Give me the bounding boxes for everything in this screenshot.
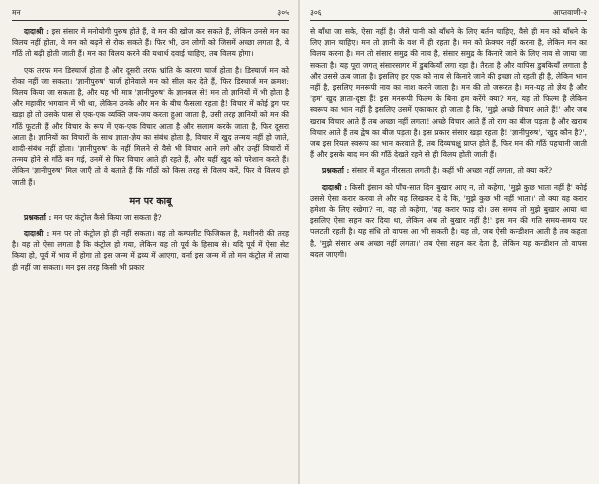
paragraph-text: मन पर तो कंट्रोल हो ही नहीं सकता। वह तो कम्पलीट फिजिकल है, मशीनरी की तरह है। वह तो ऐसा लगता है कि कंट्रोल हो गया, लेकिन वह तो पूर्व के हिसाब से। यदि पूर्व में ऐसा सेट किया हो, पूर्व में भाव में होगा तो इस जन्म में द्रव्य में आएगा, वर्ना इस जन्म में तो मन कंट्रोल में लाया ही नहीं जा सकता। मन इस तरह किसी भी प्रकार <box>12 229 289 272</box>
page-number: ३०५ <box>277 8 289 17</box>
left-page-header <box>12 8 289 21</box>
paragraph-text: से बाँधा जा सके, ऐसा नहीं है। जैसे पानी को बाँधने के लिए बर्तन चाहिए, वैसे ही मन को बाँधने के लिए ज्ञान चाहिए। मन तो ज्ञानी के वश में ही रहता है। मन को फ्रेक्चर नहीं करना है, लेकिन मन का विलय करना है। मन तो संसार समुद्र की नाव है, संसार समुद्र के किनारे जाने के लिए नाव से जाया जा सकता है। यह पूरा जगत्‌ संसारसागर में डुबकियाँ लगा रहा है। तैरता है और वापिस डुबकियाँ लगाता है और उससे ऊब जाता है। इसलिए हर एक को नाव से किनारे जाने की इच्छा तो रहती ही है, लेकिन भान नहीं है, इसलिए मनरूपी नाव का नाश करने जाता है। मन की तो जरूरत है। मन-यह तो ज्ञेय है और 'हम' खुद ज्ञाता-दृष्टा हैं! इस मनरूपी फिल्म के बिना हम करेंगे क्या? मन, यह तो फिल्म है लेकिन स्वरूप का भान नहीं है इसलिए उसमें एकाकार हो जाता है कि, 'मुझे अच्छे विचार आते हैं!' और जब खराब विचार आते हैं तब अच्छा नहीं लगता! अच्छे विचार आते हैं तो राग का बीज पड़ता है और खराब विचार आते हैं तब द्वेष का बीज पड़ता है। इस प्रकार संसार खड़ा रहता है! 'ज्ञानीपुरुष', 'खुद कौन है?', जब इस रियल स्वरूप का भान करवाते हैं, तब दिव्यचक्षु प्राप्त होते हैं, फिर मन की गाँठें पहचानी जाती हैं और इसके बाद मन की गाँठें देखते रहने से ही विलय होती जाती हैं। <box>310 27 587 160</box>
paragraph-text: इस संसार में मनोयोगी पुरुष होते हैं, वे मन की खोज कर सकते हैं, लेकिन उनसे मन का विलय नहीं होता, वे मन को बढ़ने से रोक सकते हैं। फिर भी, उन लोगों को जिसमें अच्छा लगता है, वे गाँठें तो बढ़ी होती जाती हैं। मन का विलय करने की यथार्थ दवाई चाहिए, तब विलय होगा। <box>12 27 289 59</box>
right-page <box>300 0 599 484</box>
section-heading: मन पर काबू <box>129 195 172 207</box>
right-page-header <box>310 8 587 21</box>
running-head: आप्तवाणी-२ <box>552 8 587 17</box>
paragraph-text: एक तरफ मन डिस्चार्ज होता है और दूसरी तरफ भ्रांति के कारण चार्ज होता है। डिस्चार्ज मन को रोका नहीं जा सकता। 'ज्ञानीपुरुष' चार्ज होनेवाले मन को सील कर देते हैं, फिर डिस्चार्ज मन क्रमश: विलय किया जा सकता है, और यह भी मात्र 'ज्ञानीपुरुष' के ज्ञानबल से! मन तो ज्ञानियों में भी होता है और महावीर भगवान में भी था, लेकिन उनके और मन के बीच फैसला रहता है! विचार में कोई ड्रग पर खड़ा हो तो उसके पास से एक-एक व्यक्ति जय-जय करता हुआ जाता है, उसी तरह ज्ञानियों को मन की गाँठें फूटती हैं और विचार के रूप में एक-एक विचार आता है और सलाम करके जाता है, फिर दूसरा आता है। ज्ञानियों का विचारों के साथ ज्ञाता-ज्ञेय का संबंध होता है, विचार में खुद तन्मय नहीं हो जाते, शादी-संबंध नहीं होता। 'ज्ञानीपुरुष' के नहीं मिलने से वैसे भी विचार आने लगे और उन्हीं विचारों में तन्मय होने से गाँठें बन गई, उनमें से फिर विचार आते ही रहते हैं, और यहीं खुद को परेशान करते हैं। लेकिन 'ज्ञानीपुरुष' मिल जाएँ तो वे बताते हैं कि गाँठों को किस तरह से विलय करें, फिर वे विलय हो जाती हैं। <box>12 65 289 187</box>
paragraph <box>310 165 587 176</box>
paragraph-text: मन पर कंट्रोल कैसे किया जा सकता है? <box>53 212 162 222</box>
paragraph <box>12 65 289 188</box>
paragraph <box>310 182 587 260</box>
paragraph <box>310 26 587 160</box>
speaker-label: दादाश्री : <box>322 182 348 192</box>
paragraph <box>12 212 289 223</box>
running-head: मन <box>12 8 21 17</box>
paragraph-text: किसी इंसान को पाँच-सात दिन बुखार आए न, तो कहेगा, 'मुझे कुछ भाता नहीं है' कोई उससे ऐसा करार करवा ले और वह लिखकर दे दे कि, 'मुझे कुछ भी नहीं भाता।' तो क्या वह करार हमेशा के लिए रखेगा? ना, वह तो कहेगा, 'वह करार फाड़ दो। उस समय तो मुझे बुखार आया था इसलिए ऐसा सहन कर दिया था, लेकिन अब तो बुखार नहीं है!' इस मन की गति समय-समय पर पलटती रहती है। यह संधि तो वापस आ भी सकती है। यह तो, जब ऐसी कन्डीशन आती है तब कहता है, 'मुझे संसार अब अच्छा नहीं लगता।' तब ऐसा सहन कर देता है, लेकिन यह कन्डीशन तो वापस बदल जाएगी। <box>310 182 587 259</box>
speaker-label: प्रश्नकर्ता : <box>24 212 52 222</box>
speaker-label: दादाश्री : <box>24 229 50 239</box>
speaker-label: दादाश्री : <box>24 27 49 36</box>
speaker-label: प्रश्नकर्ता : <box>322 166 350 176</box>
left-page <box>0 0 299 484</box>
paragraph-text: संसार में बहुत नीरसता लगती है। कहीं भी अच्छा नहीं लगता, तो क्या करें? <box>351 166 553 176</box>
paragraph <box>12 26 289 60</box>
paragraph <box>12 228 289 273</box>
page-number: ३०६ <box>310 8 322 17</box>
